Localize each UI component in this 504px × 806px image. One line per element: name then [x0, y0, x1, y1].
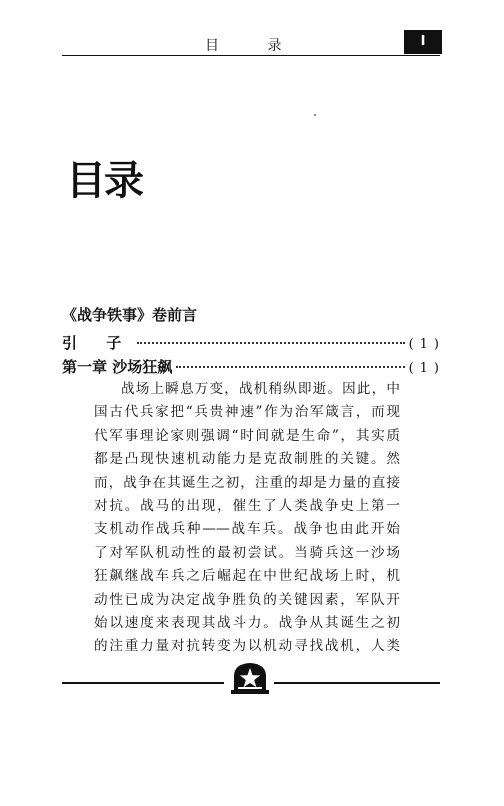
- paragraph-line: 的注重力量对抗转变为以机动寻找战机，人类: [94, 638, 400, 655]
- paragraph-line: 始以速度来表现其战斗力。战争从其诞生之初: [94, 614, 400, 631]
- paragraph-line: 战场上瞬息万变，战机稍纵即逝。因此，中: [121, 381, 400, 397]
- paragraph-line: 了对军队机动性的最初尝试。当骑兵这一沙场: [94, 544, 400, 561]
- chapter-summary-paragraph: [94, 378, 400, 659]
- toc-book-heading: 《战争铁事》卷前言: [62, 306, 198, 324]
- paragraph-line: 而，战争在其诞生之初，注重的却是力量的直接: [94, 474, 400, 491]
- page-title: 目录: [66, 158, 142, 204]
- toc-entry-label: 引 子: [62, 334, 134, 352]
- paragraph-line: 国古代兵家把“兵贵神速”作为治军箴言，而现: [94, 404, 400, 421]
- star-emblem-icon: [230, 660, 270, 696]
- toc-dot-leader: [137, 342, 404, 344]
- print-speck: [314, 114, 316, 116]
- paragraph-line: 对抗。战马的出现，催生了人类战争史上第一: [94, 497, 400, 514]
- toc-entry-page: (1): [408, 337, 445, 352]
- footer-rule-right: [274, 682, 440, 684]
- paragraph-line: 狂飙继战车兵之后崛起在中世纪战场上时，机: [94, 568, 400, 585]
- header-rule: [62, 55, 440, 56]
- paragraph-line: 都是凸现快速机动能力是克敌制胜的关键。然: [94, 451, 400, 468]
- toc-entry-prologue[interactable]: [62, 332, 445, 356]
- toc-entry-page: (1): [408, 361, 445, 376]
- page-number-badge: I: [404, 30, 442, 54]
- paragraph-line: 代军事理论家则强调“时间就是生命”，其实质: [94, 427, 400, 444]
- toc-entry-label: 第一章 沙场狂飙: [62, 358, 173, 376]
- running-header-title: 目 录: [205, 38, 304, 54]
- toc-entry-chapter-1[interactable]: [62, 356, 445, 380]
- toc-dot-leader: [176, 366, 404, 368]
- footer-rule-left: [62, 682, 224, 684]
- paragraph-line: 支机动作战兵种——战车兵。战争也由此开始: [94, 521, 400, 538]
- paragraph-line: 动性已成为决定战争胜负的关键因素，军队开: [94, 591, 400, 608]
